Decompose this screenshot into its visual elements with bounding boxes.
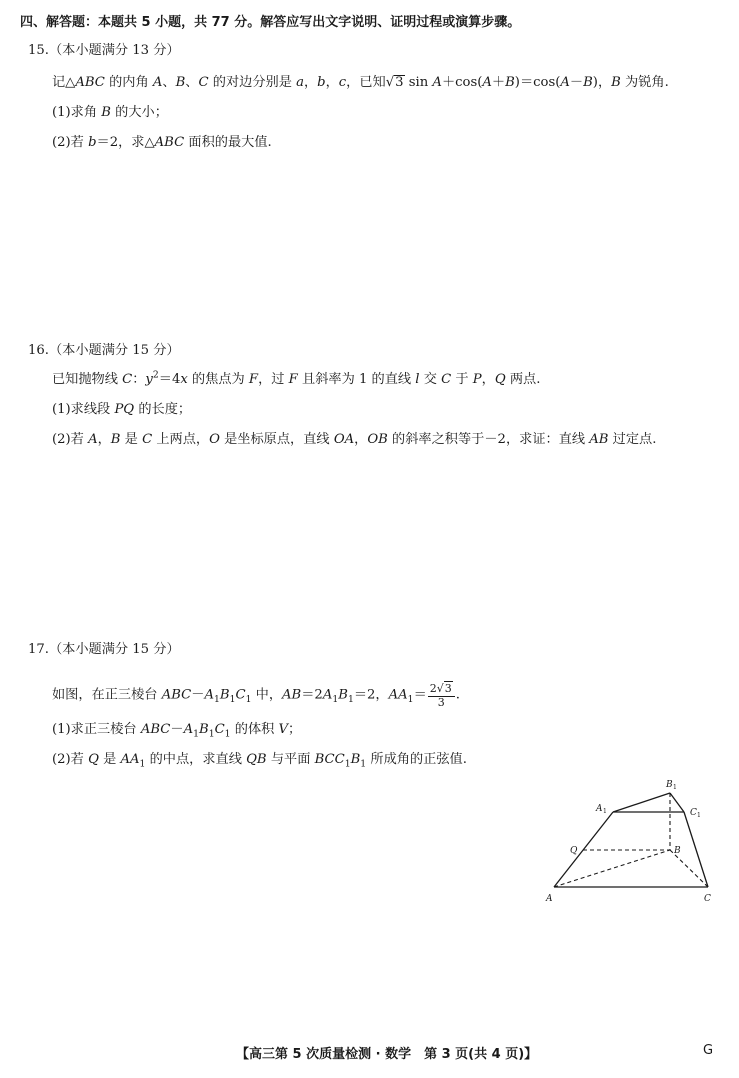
section-title: 四、解答题：本题共 5 小题，共 77 分。解答应写出文字说明、证明过程或演算步骤。 — [20, 15, 521, 30]
label-Q: Q — [570, 846, 578, 856]
q17-part1: (1)求正三棱台 $ABC-A_1B_1C_1$ 的体积 V； — [52, 722, 302, 740]
q15-part2: (2)若 b＝2，求△ABC 面积的最大值. — [52, 135, 272, 150]
q16-part2: (2)若 A，B 是 C 上两点，O 是坐标原点，直线 OA，OB 的斜率之积等于－2，求证：直线 AB 过定点. — [52, 432, 657, 447]
q17-part2: (2)若 Q 是 $AA_1$ 的中点，求直线 QB 与平面 $BCC_1B_1$ 所成角的正弦值. — [52, 752, 467, 770]
sqrt-symbol: √3 — [385, 75, 404, 90]
q15-header: 15.（本小题满分 13 分） — [28, 43, 180, 58]
q15-stem: 记△ABC 的内角 A、B、C 的对边分别是 a，b，c，已知√3 sin A＋cos(A＋B)＝cos(A－B)，B 为锐角. — [52, 75, 669, 90]
q15-part1: (1)求角 B 的大小； — [52, 105, 168, 120]
frustum-figure — [540, 775, 725, 910]
q16-header: 16.（本小题满分 15 分） — [28, 343, 180, 358]
label-C1-sub: 1 — [697, 812, 701, 819]
label-A: A — [546, 894, 553, 904]
footer-page-info: 【高三第 5 次质量检测 · 数学 第 3 页(共 4 页)】 — [236, 1047, 538, 1062]
label-B: B — [674, 846, 681, 856]
edge-A1-B1 — [613, 793, 670, 812]
label-B1-sub: 1 — [673, 784, 677, 791]
label-A1: A — [596, 804, 603, 814]
q16-part1: (1)求线段 PQ 的长度； — [52, 402, 192, 417]
q17-header: 17.（本小题满分 15 分） — [28, 642, 180, 657]
edge-B1-C1 — [670, 793, 684, 812]
footer-version: G — [703, 1043, 714, 1058]
label-C1: C — [690, 808, 697, 818]
label-B1: B — [666, 780, 673, 790]
q17-stem: 如图，在正三棱台 $ABC-A_1B_1C_1$ 中，$AB=2A_1B_1=2$，$AA_1=$ $\frac{2√3}{3}$ . — [52, 682, 460, 709]
q16-stem: 已知抛物线 C：$y^2=4x$ 的焦点为 F，过 F 且斜率为 1 的直线 l 交 C 于 P，Q 两点. — [52, 369, 541, 387]
label-A1-sub: 1 — [603, 808, 607, 815]
label-C: C — [704, 894, 711, 904]
fraction: $\frac{2√3}{3}$ — [428, 681, 455, 709]
